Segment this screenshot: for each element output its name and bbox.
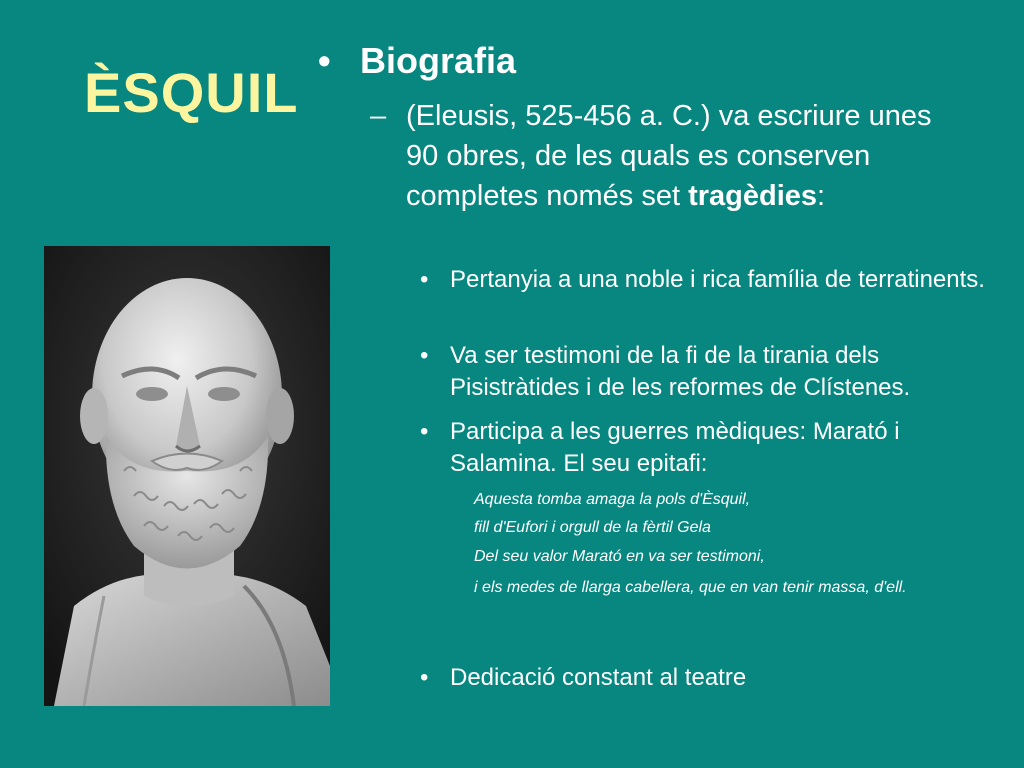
- point-text: Dedicació constant al teatre: [450, 664, 747, 691]
- point-item: [420, 416, 1000, 480]
- point-text: Va ser testimoni de la fi de la tirania dels Pisistràtides i de les reformes de Clístenes.: [450, 342, 911, 401]
- epitaph-line: i els medes de llarga cabellera, que en van tenir massa, d'ell.: [474, 579, 907, 596]
- bullet-marker: •: [318, 40, 331, 81]
- dash-marker: –: [370, 100, 387, 132]
- point-item: [420, 662, 1000, 694]
- bullet-marker: •: [420, 266, 429, 293]
- point-item: [420, 264, 1000, 296]
- intro-text: (Eleusis, 525-456 a. C.) va escriure unes 90 obres, de les quals es conserven completes només set tragèdies:: [406, 100, 932, 212]
- slide-title: ÈSQUIL: [84, 61, 299, 124]
- point-text: Pertanyia a una noble i rica família de terratinents.: [450, 266, 985, 293]
- point-text: Participa a les guerres mèdiques: Marató i Salamina. El seu epitafi:: [450, 418, 900, 477]
- epitaph-line: Aquesta tomba amaga la pols d'Èsquil,: [474, 491, 751, 508]
- bullet-marker: •: [420, 418, 429, 445]
- bullet-marker: •: [420, 342, 429, 369]
- bullet-marker: •: [420, 664, 429, 691]
- intro-bold-text: tragèdies: [688, 180, 818, 212]
- heading-bullet: [318, 40, 516, 82]
- intro-item: [370, 96, 970, 216]
- epitaph-line: fill d'Eufori i orgull de la fèrtil Gela: [474, 519, 711, 536]
- heading-text: Biografia: [360, 40, 517, 81]
- epitaph-line: Del seu valor Marató en va ser testimoni,: [474, 548, 765, 565]
- point-item: [420, 340, 1000, 404]
- aeschylus-bust-image: [44, 246, 330, 706]
